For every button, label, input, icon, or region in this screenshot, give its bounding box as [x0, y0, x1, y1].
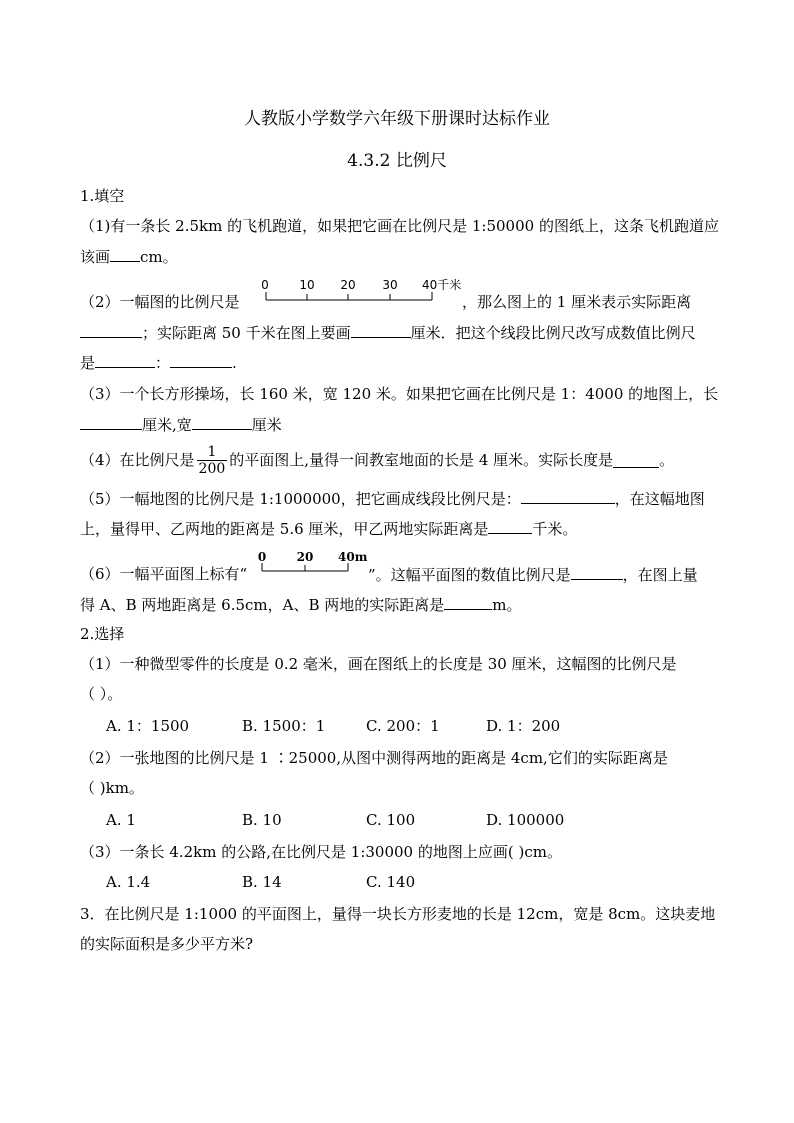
answer-blank[interactable]: [571, 564, 623, 580]
segment-scale-km: [256, 278, 462, 308]
option-a[interactable]: A. 1: [106, 811, 136, 829]
q1-1-line1: （1)有一条长 2.5km 的飞机跑道，如果把它画在比例尺是 1:50000 的图纸上，这条飞机跑道应: [80, 217, 719, 235]
scale-tick-label: 0: [257, 550, 267, 564]
q1-2-line2: ；实际距离 50 千米在图上要画 厘米．把这个线段比例尺改写成数值比例尺: [80, 322, 696, 343]
scale-tick-label: 40m: [338, 550, 368, 564]
q2-1-options: [106, 716, 606, 736]
scale-tick-label: 0: [261, 278, 269, 292]
q1-5-line2: 上，量得甲、乙两地的距离是 5.6 厘米，甲乙两地实际距离是 千米。: [80, 520, 578, 538]
segment-scale-m: [254, 550, 374, 578]
option-a[interactable]: A. 1：1500: [106, 717, 190, 735]
q1-3-line1: （3）一个长方形操场，长 160 米，宽 120 米。如果把它画在比例尺是 1：4000 的地图上，长: [80, 385, 719, 403]
answer-blank[interactable]: [80, 414, 142, 430]
scale-tick-label: 20: [340, 278, 356, 292]
q1-6-line2: 得 A、B 两地距离是 6.5cm，A、B 两地的实际距离是 m。: [80, 596, 522, 614]
q3-line1: 3．在比例尺是 1:1000 的平面图上，量得一块长方形麦地的长是 12cm，宽是 8cm。这块麦地: [80, 905, 716, 923]
q1-4-line: （4）在比例尺是 $\frac{1}{200}$ 的平面图上,量得一间教室地面的长是 4 厘米。实际长度是 。: [80, 443, 675, 477]
section-1-heading: 1.填空: [80, 187, 125, 205]
q2-1-line2: （ ）。: [80, 685, 123, 703]
answer-blank[interactable]: [444, 594, 492, 610]
q1-3-line2: 厘米,宽 厘米: [80, 414, 282, 435]
answer-blank[interactable]: [192, 414, 252, 430]
option-b[interactable]: B. 10: [242, 811, 282, 829]
answer-blank[interactable]: [110, 246, 140, 262]
q2-3-line1: （3）一条长 4.2km 的公路,在比例尺是 1:30000 的地图上应画( )cm。: [80, 843, 562, 861]
q2-1-line1: （1）一种微型零件的长度是 0.2 毫米，画在图纸上的长度是 30 厘米，这幅图的比例尺是: [80, 655, 677, 673]
scale-tick-label: 20: [296, 550, 314, 564]
lesson-subtitle: 4.3.2 比例尺: [347, 151, 447, 171]
answer-blank[interactable]: [351, 322, 411, 338]
q1-2-line3: 是 ： .: [80, 354, 237, 372]
q1-2-line1-end: ，那么图上的 1 厘米表示实际距离: [462, 293, 692, 311]
section-2-heading: 2.选择: [80, 625, 125, 643]
answer-blank[interactable]: [80, 322, 142, 338]
scale-tick-label: 40千米: [422, 278, 462, 292]
scale-tick-label: 10: [299, 278, 315, 292]
option-c[interactable]: C. 100: [366, 811, 416, 829]
option-c[interactable]: C. 200：1: [366, 717, 440, 735]
answer-blank[interactable]: [613, 452, 659, 468]
q1-2-line1-start: （2）一幅图的比例尺是: [80, 293, 240, 311]
q2-2-line2: （ )km。: [80, 779, 144, 797]
q2-2-options: [106, 810, 606, 830]
answer-blank[interactable]: [95, 352, 155, 368]
q1-1-line2: 该画 cm。: [80, 248, 178, 266]
option-c[interactable]: C. 140: [366, 873, 416, 891]
option-d[interactable]: D. 100000: [486, 811, 565, 829]
scale-tick-label: 30: [382, 278, 398, 292]
q2-2-line1: （2）一张地图的比例尺是 1 ∶25000,从图中测得两地的距离是 4cm,它们的实际距离是: [80, 749, 668, 767]
answer-blank[interactable]: [488, 518, 532, 534]
q1-5-line1: （5）一幅地图的比例尺是 1:1000000，把它画成线段比例尺是： ，在这幅地图: [80, 490, 705, 508]
q2-3-options: [106, 872, 486, 892]
option-b[interactable]: B. 14: [242, 873, 282, 891]
q1-6-line1-start: （6）一幅平面图上标有“: [80, 565, 248, 583]
answer-blank[interactable]: [170, 352, 232, 368]
option-b[interactable]: B. 1500：1: [242, 717, 326, 735]
q3-line2: 的实际面积是多少平方米?: [80, 935, 254, 953]
worksheet-title: 人教版小学数学六年级下册课时达标作业: [244, 109, 550, 129]
option-a[interactable]: A. 1.4: [106, 873, 151, 891]
scale-fraction: $\frac{1}{200}$: [198, 443, 226, 477]
answer-blank[interactable]: [521, 488, 615, 504]
option-d[interactable]: D. 1：200: [486, 717, 561, 735]
q1-6-line1-end: ”。这幅平面图的数值比例尺是 ，在图上量: [368, 566, 698, 584]
